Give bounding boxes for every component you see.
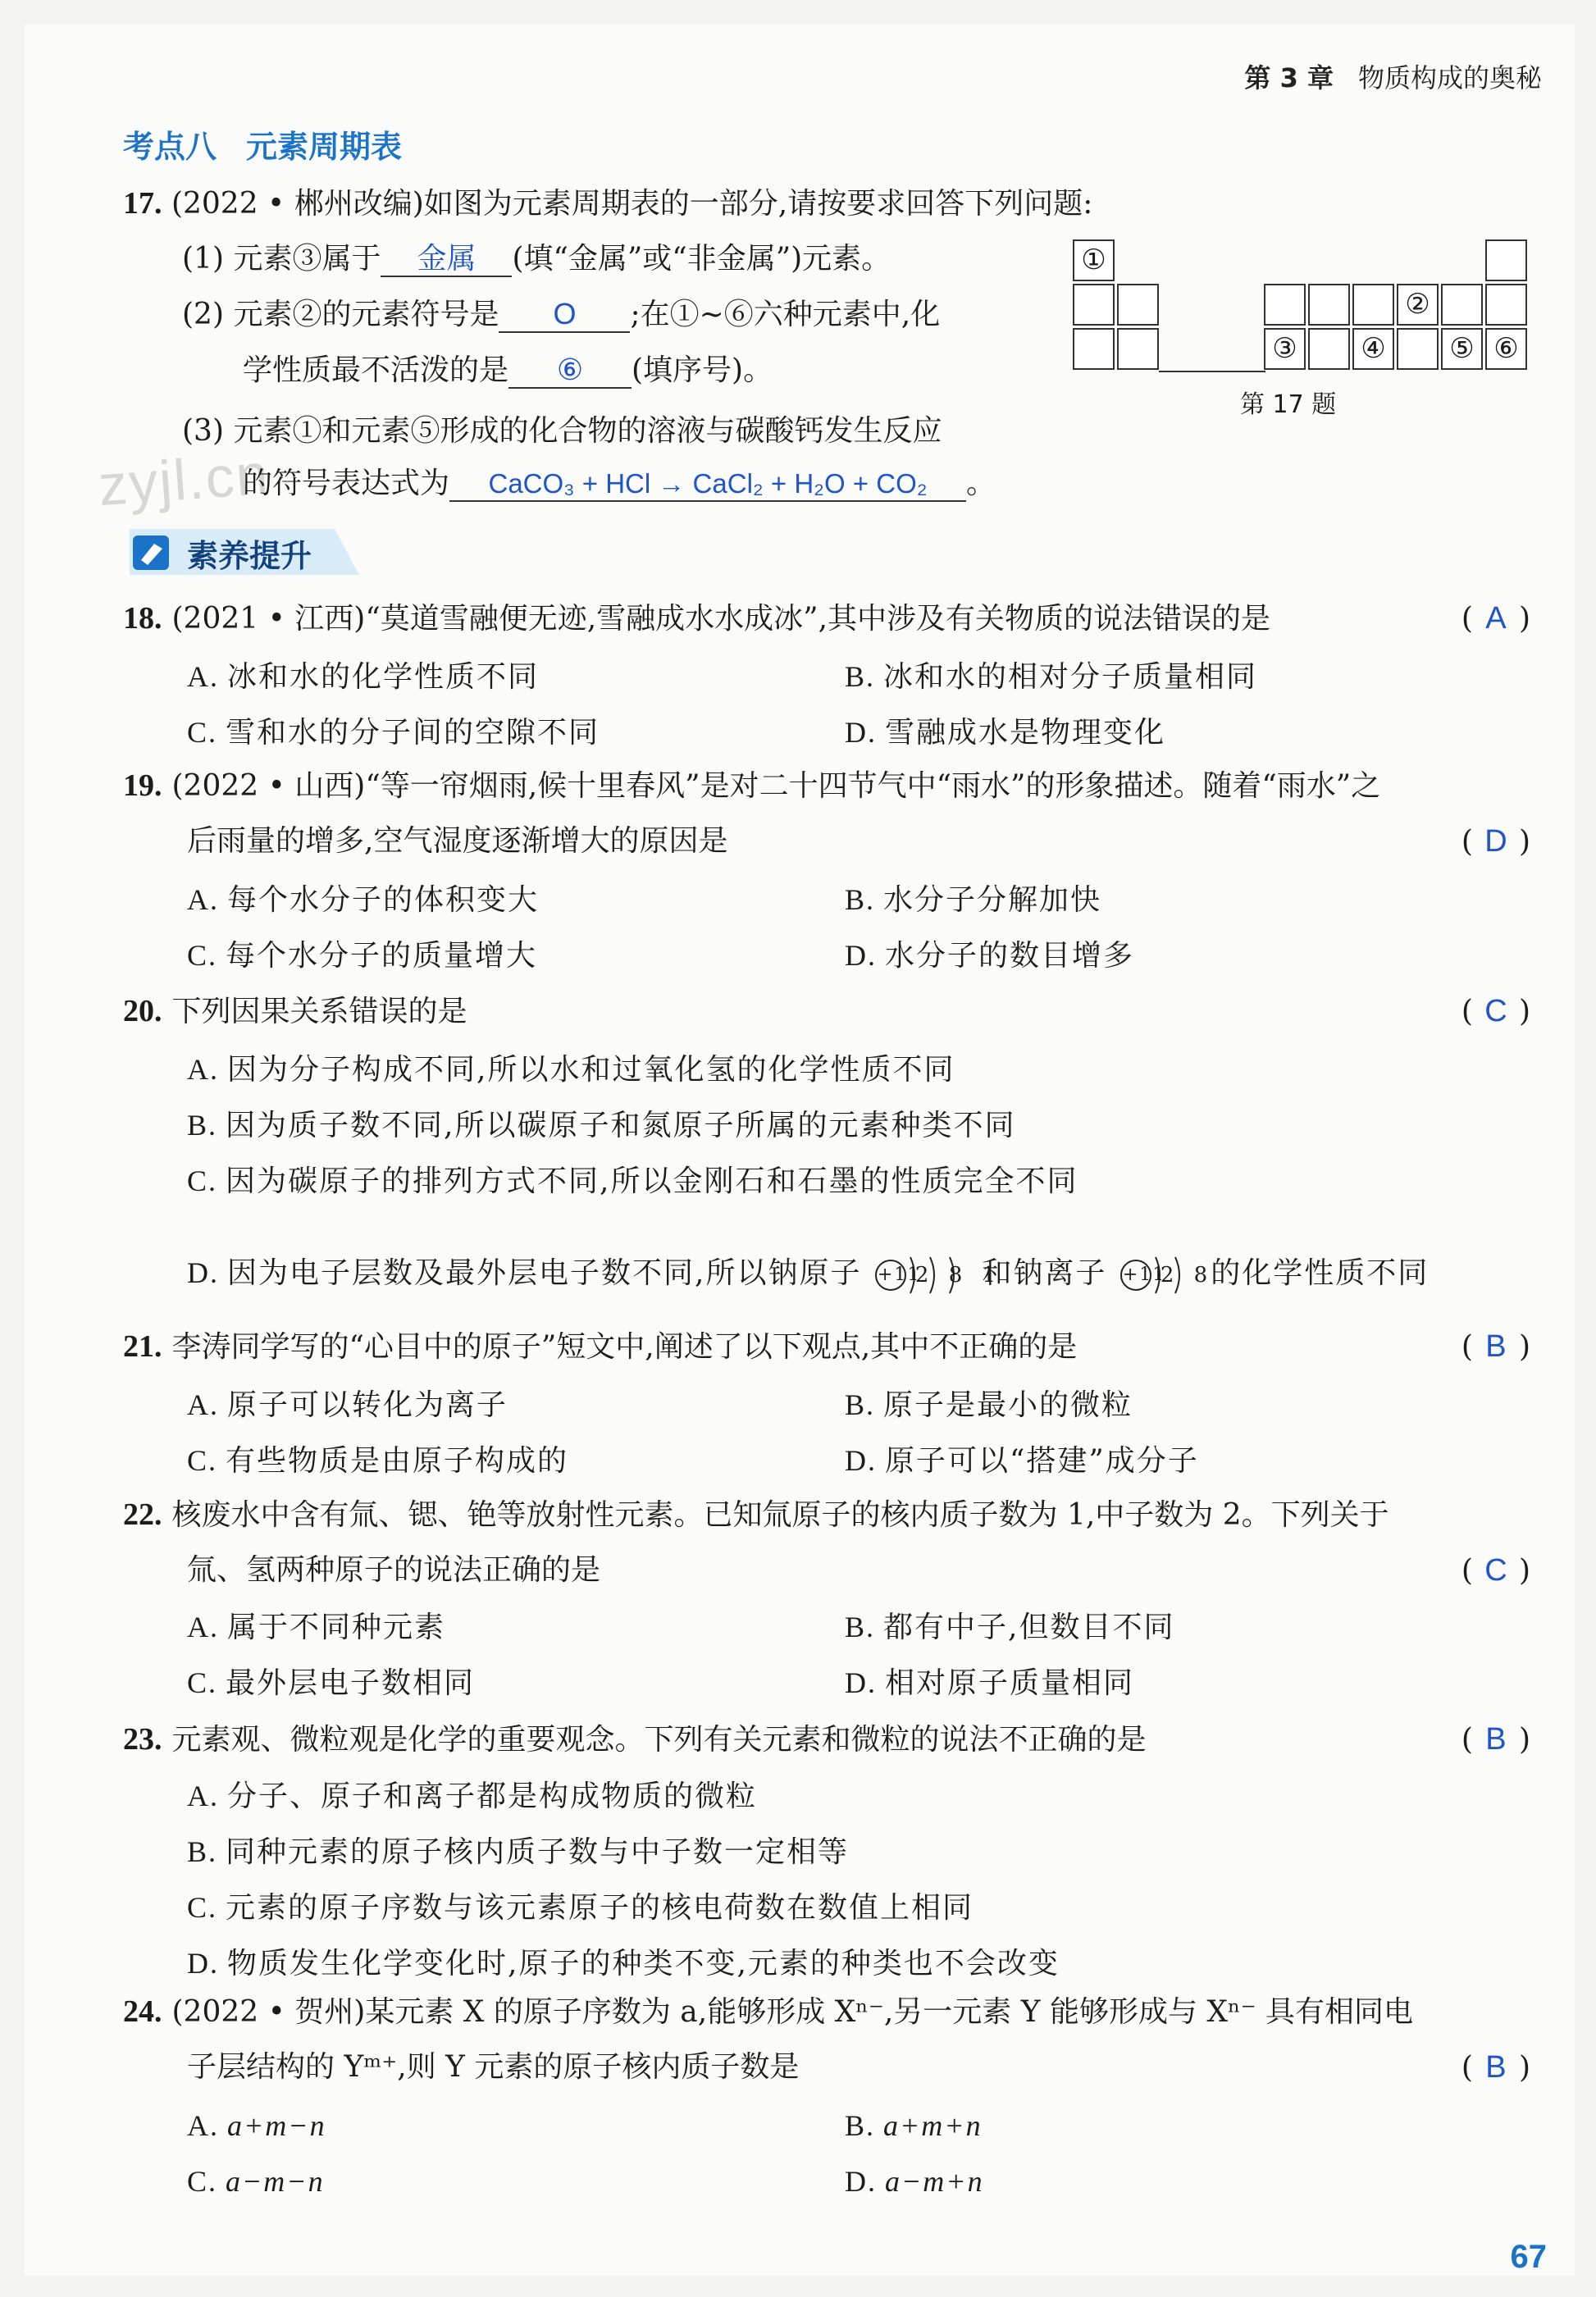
option-text: 因为分子构成不同,所以水和过氧化氢的化学性质不同	[227, 1053, 955, 1087]
option-text: 最外层电子数相同	[226, 1666, 476, 1700]
option-letter: C.	[187, 1164, 218, 1197]
pt-cell	[1308, 328, 1350, 370]
pt-gap-line	[1159, 371, 1265, 372]
paren-open: (	[1461, 602, 1473, 636]
option-text: 分子、原子和离子都是构成物质的微粒	[227, 1780, 758, 1813]
answer-choice: B	[1485, 1329, 1507, 1364]
option-a	[187, 1609, 445, 1646]
q17-stem: (2022 • 郴州改编)如图为元素周期表的一部分,请按要求回答下列问题:	[171, 187, 1093, 221]
option-d	[845, 2163, 984, 2200]
option-text: a−m+n	[885, 2165, 984, 2198]
option-letter: A.	[187, 1388, 219, 1421]
q17-p3-blank	[449, 467, 966, 502]
answer-choice: D	[1484, 824, 1507, 859]
option-text: 因为质子数不同,所以碳原子和氮原子所属的元素种类不同	[226, 1109, 1016, 1142]
question-line	[123, 768, 1380, 804]
option-text: 属于不同种元素	[227, 1611, 446, 1644]
option-b	[845, 2108, 983, 2144]
option-c	[187, 2163, 325, 2200]
option-c	[187, 1889, 974, 1926]
question-text: 子层结构的 Yᵐ⁺,则 Y 元素的原子核内质子数是	[187, 2050, 800, 2084]
question-number: 19.	[123, 768, 162, 803]
option-d	[845, 937, 1134, 974]
pt-cell	[1397, 328, 1439, 370]
paren-open: (	[1461, 2051, 1473, 2085]
question-number: 23.	[123, 1722, 162, 1757]
option-letter: A.	[187, 660, 219, 693]
question-line	[187, 1552, 600, 1588]
answer-parentheses	[1461, 1329, 1530, 1365]
option-text-end: 的化学性质不同	[1211, 1256, 1430, 1290]
page-header	[1244, 57, 1542, 95]
section-title	[123, 121, 402, 166]
question-number: 17.	[123, 186, 162, 221]
paren-close: )	[1518, 1723, 1530, 1757]
option-letter: A.	[187, 1611, 219, 1643]
q17-p2-blank2	[508, 353, 632, 389]
question-text: (2022 • 山西)“等一帘烟雨,候十里春风”是对二十四节气中“雨水”的形象描述。随着“雨水”之	[171, 769, 1381, 803]
option-text: 每个水分子的质量增大	[226, 939, 538, 973]
option-letter: B.	[845, 1388, 876, 1421]
option-letter: A.	[187, 883, 219, 916]
option-b	[845, 882, 1101, 918]
question-text: 后雨量的增多,空气湿度逐渐增大的原因是	[187, 824, 728, 858]
option-text: 原子可以转化为离子	[227, 1388, 508, 1422]
page-number: 67	[1510, 2239, 1547, 2275]
section-name: 元素周期表	[246, 129, 403, 165]
question-line	[123, 1329, 1077, 1365]
q17-p2-answer2: ⑥	[556, 353, 584, 386]
question-number: 18.	[123, 601, 162, 636]
option-letter: D.	[845, 716, 877, 749]
question-number: 20.	[123, 994, 162, 1028]
answer-parentheses	[1461, 600, 1530, 637]
option-text: 雪和水的分子间的空隙不同	[226, 716, 600, 750]
pt-cell-4: ④	[1352, 328, 1394, 370]
option-a	[187, 1387, 508, 1424]
option-a	[187, 2108, 326, 2144]
option-text: a+m−n	[227, 2109, 326, 2142]
option-letter: A.	[187, 2109, 219, 2142]
option-letter: D.	[845, 2165, 877, 2198]
ion-shells: 2 8	[1160, 1263, 1215, 1288]
q17-part2-line2	[243, 353, 773, 389]
answer-parentheses	[1461, 1552, 1530, 1589]
option-b	[187, 1107, 1015, 1144]
question-text: 元素观、微粒观是化学的重要观念。下列有关元素和微粒的说法不正确的是	[171, 1723, 1147, 1757]
paren-close: )	[1518, 1554, 1530, 1588]
question-text: (2022 • 贺州)某元素 X 的原子序数为 a,能够形成 Xⁿ⁻,另一元素 Y 能够形成与 Xⁿ⁻ 具有相同电	[171, 1995, 1414, 2029]
paren-close: )	[1518, 1330, 1530, 1364]
option-letter: D.	[845, 939, 877, 972]
option-text: 元素的原子序数与该元素原子的核电荷数在数值上相同	[226, 1891, 974, 1925]
q17-p3-line2-text: 的符号表达式为	[243, 467, 450, 500]
paren-open: (	[1461, 825, 1473, 859]
option-letter: A.	[187, 1053, 219, 1086]
option-letter: C.	[187, 1666, 218, 1699]
atom-nucleus: +11	[877, 1265, 921, 1285]
q17-p3-end: 。	[966, 467, 996, 500]
pt-cell	[1117, 328, 1159, 370]
q17-p1-text: (1) 元素③属于	[182, 242, 381, 276]
question-line	[187, 2049, 799, 2085]
q17-part3	[182, 413, 942, 449]
q17-part2	[182, 297, 940, 333]
option-text: 水分子的数目增多	[885, 939, 1135, 973]
option-letter: C.	[187, 716, 218, 749]
option-b	[187, 1834, 849, 1871]
q17-p3-text: (3) 元素①和元素⑤形成的化合物的溶液与碳酸钙发生反应	[182, 414, 942, 448]
option-letter: B.	[187, 1109, 218, 1142]
q17-p1-answer: 金属	[417, 241, 477, 275]
q17-p3-answer: CaCO₃ + HCl → CaCl₂ + H₂O + CO₂	[488, 468, 928, 499]
atom-shells: 2 8 1	[914, 1263, 1003, 1288]
q17-p2-answer: O	[553, 297, 577, 330]
answer-parentheses	[1461, 993, 1530, 1030]
question-number: 24.	[123, 1994, 162, 2029]
answer-choice: C	[1484, 994, 1507, 1028]
option-a	[187, 1051, 955, 1088]
option-c	[187, 1163, 1078, 1200]
option-letter: D.	[845, 1666, 877, 1699]
option-letter: A.	[187, 1780, 219, 1812]
figure-caption: 第 17 题	[1240, 390, 1337, 419]
pt-cell	[1441, 284, 1483, 326]
option-text: 原子是最小的微粒	[883, 1388, 1133, 1422]
answer-parentheses	[1461, 1721, 1530, 1758]
paren-close: )	[1518, 602, 1530, 636]
option-text: 物质发生化学变化时,原子的种类不变,元素的种类也不会改变	[227, 1947, 1060, 1980]
option-text: 相对原子质量相同	[885, 1666, 1135, 1700]
pt-cell-2: ②	[1397, 284, 1439, 326]
option-letter: B.	[187, 1835, 218, 1868]
q17-p2-text: (2) 元素②的元素符号是	[182, 298, 499, 331]
pt-cell	[1073, 284, 1115, 326]
periodic-table-fragment	[1073, 239, 1527, 374]
q17-p2-line2-text: 学性质最不活泼的是	[243, 353, 509, 387]
question-line	[123, 1994, 1413, 2030]
question-text: (2021 • 江西)“莫道雪融便无迹,雪融成水水成冰”,其中涉及有关物质的说法错误的是	[171, 602, 1271, 636]
option-letter: C.	[187, 1891, 218, 1924]
paren-open: (	[1461, 995, 1473, 1028]
option-text: 冰和水的化学性质不同	[227, 660, 540, 694]
question-number: 21.	[123, 1329, 162, 1364]
sodium-atom-diagram	[873, 1251, 1003, 1300]
option-text: 原子可以“搭建”成分子	[885, 1444, 1199, 1478]
chapter-label: 第 3 章	[1244, 62, 1334, 93]
option-d	[845, 1665, 1134, 1702]
watermark: zyjl.cn	[96, 441, 271, 518]
paren-close: )	[1518, 825, 1530, 859]
answer-choice: B	[1485, 1722, 1507, 1757]
option-letter: C.	[187, 2165, 218, 2198]
answer-parentheses	[1461, 2049, 1530, 2086]
answer-choice: A	[1485, 601, 1507, 636]
question-text: 核废水中含有氚、锶、铯等放射性元素。已知氚原子的核内质子数为 1,中子数为 2。下列关于	[171, 1498, 1389, 1532]
q17-p2-line2-after: (填序号)。	[632, 353, 773, 387]
option-text: 都有中子,但数目不同	[883, 1611, 1175, 1644]
option-d	[187, 1945, 1060, 1982]
question-text: 下列因果关系错误的是	[171, 995, 467, 1028]
question-text: 氚、氢两种原子的说法正确的是	[187, 1553, 601, 1587]
option-text: 同种元素的原子核内质子数与中子数一定相等	[226, 1835, 850, 1869]
option-text: 冰和水的相对分子质量相同	[883, 660, 1258, 694]
option-b	[845, 1387, 1133, 1424]
option-c	[187, 1665, 475, 1702]
pt-cell	[1352, 284, 1394, 326]
q17-p2-after: ;在①~⑥六种元素中,化	[630, 298, 941, 331]
answer-parentheses	[1461, 823, 1530, 860]
pt-cell-3: ③	[1264, 328, 1306, 370]
pt-cell	[1485, 239, 1527, 281]
option-a	[187, 882, 539, 918]
option-text: 水分子分解加快	[883, 883, 1102, 917]
q17-stem-line	[123, 185, 1092, 222]
pt-cell	[1073, 328, 1115, 370]
pt-cell	[1117, 284, 1159, 326]
option-a	[187, 659, 539, 695]
pt-cell-5: ⑤	[1441, 328, 1483, 370]
question-number: 22.	[123, 1497, 162, 1532]
q17-p1-after: (填“金属”或“非金属”)元素。	[512, 242, 891, 276]
pt-cell	[1485, 284, 1527, 326]
q17-part3-line2	[243, 466, 996, 502]
option-text: a+m+n	[883, 2109, 983, 2142]
pt-cell	[1264, 284, 1306, 326]
option-letter: B.	[845, 2109, 876, 2142]
option-c	[187, 937, 537, 974]
q20-option-d	[187, 1248, 1429, 1300]
ion-nucleus: +11	[1122, 1265, 1166, 1285]
option-letter: D.	[187, 1947, 219, 1980]
option-d	[845, 714, 1165, 751]
q17-p1-blank	[381, 242, 512, 277]
question-line	[123, 1497, 1389, 1534]
sodium-ion-diagram	[1118, 1251, 1215, 1300]
paren-open: (	[1461, 1330, 1473, 1364]
option-text: a−m−n	[226, 2165, 325, 2198]
question-line	[123, 993, 467, 1030]
option-letter: C.	[187, 939, 218, 972]
option-c	[187, 714, 600, 751]
option-b	[845, 659, 1257, 695]
answer-choice: C	[1484, 1553, 1507, 1588]
question-line	[123, 600, 1270, 637]
option-c	[187, 1442, 568, 1479]
answer-choice: B	[1485, 2050, 1507, 2085]
option-letter: B.	[845, 660, 876, 693]
pt-cell-6: ⑥	[1485, 328, 1527, 370]
option-a	[187, 1778, 757, 1815]
option-b	[845, 1609, 1174, 1646]
option-letter: C.	[187, 1444, 218, 1477]
option-text: 雪融成水是物理变化	[885, 716, 1166, 750]
option-letter: B.	[845, 883, 876, 916]
option-text: 有些物质是由原子构成的	[226, 1444, 569, 1478]
option-letter: D.	[187, 1256, 219, 1289]
paren-close: )	[1518, 2051, 1530, 2085]
chapter-title: 物质构成的奥秘	[1357, 62, 1542, 93]
question-text: 李涛同学写的“心目中的原子”短文中,阐述了以下观点,其中不正确的是	[171, 1330, 1078, 1364]
paren-open: (	[1461, 1723, 1473, 1757]
paren-close: )	[1518, 995, 1530, 1028]
question-line	[187, 823, 727, 859]
q17-p2-blank	[499, 298, 630, 333]
option-text: 因为电子层数及最外层电子数不同,所以钠原子	[227, 1256, 862, 1290]
section-label: 考点八	[123, 129, 217, 165]
option-text: 因为碳原子的排列方式不同,所以金刚石和石墨的性质完全不同	[226, 1164, 1078, 1198]
pt-cell	[1308, 284, 1350, 326]
pt-cell-1: ①	[1073, 239, 1115, 281]
question-line	[123, 1721, 1147, 1758]
q17-part1	[182, 241, 891, 277]
option-text-mid: 和钠离子	[982, 1256, 1107, 1290]
option-letter: D.	[845, 1444, 877, 1477]
option-letter: B.	[845, 1611, 876, 1643]
banner-title: 素养提升	[187, 538, 312, 574]
option-text: 每个水分子的体积变大	[227, 883, 540, 917]
option-d	[845, 1442, 1199, 1479]
paren-open: (	[1461, 1554, 1473, 1588]
